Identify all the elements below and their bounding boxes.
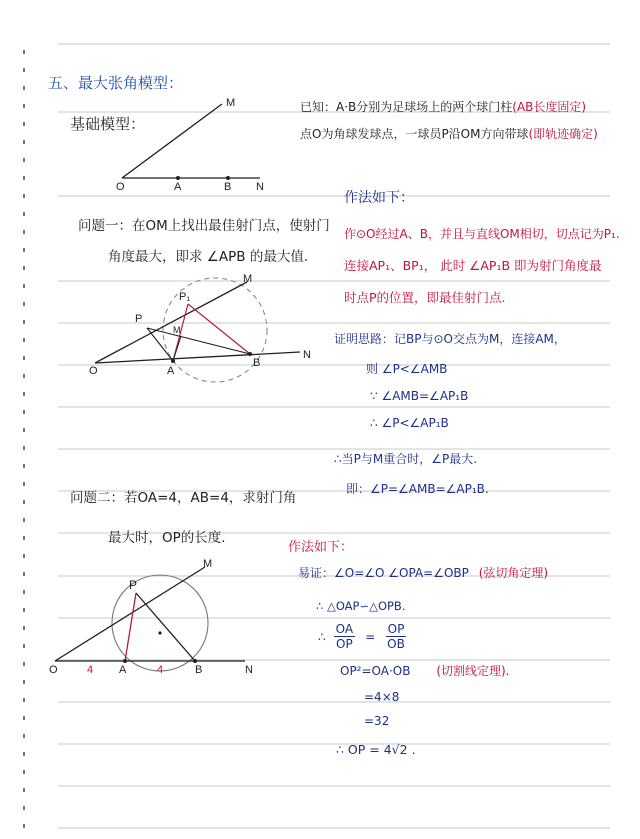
fraction-equals: = (365, 629, 376, 644)
q2-step-3 (318, 622, 407, 652)
q2-step-4 (340, 664, 510, 678)
label-M: M (203, 558, 213, 570)
base-model-label: 基础模型： (70, 115, 146, 133)
q2-step-5: =4×8 (364, 690, 400, 704)
fraction-op-ob-num: OP (387, 622, 405, 636)
fraction-oa-op-num: OA (335, 622, 354, 636)
label-N: N (303, 349, 311, 361)
q1-method-line-1: 作⊙O经过A、B，并且与直线OM相切，切点记为P₁. (344, 227, 620, 241)
point-A (176, 176, 180, 180)
q1-proof-line-5: ∴当P与M重合时，∠P最大. (334, 452, 478, 466)
label-A: A (119, 664, 127, 676)
q1-method-line-3: 时点P的位置，即最佳射门点. (344, 290, 506, 305)
q2-line-1: 问题二：若OA=4，AB=4，求射门角 (70, 490, 297, 506)
label-O: O (116, 181, 125, 193)
label-P: P (135, 313, 143, 325)
figure-question-2 (45, 555, 275, 680)
section-title: 五、最大张角模型： (48, 74, 184, 92)
point-A (171, 359, 175, 363)
figure-basic-model (100, 90, 290, 200)
q1-line-2: 角度最大，即求 ∠APB 的最大值. (108, 249, 309, 265)
label-B: B (253, 357, 261, 369)
q2-step-1 (298, 566, 548, 580)
q1-proof-line-1: 证明思路：记BP与⊙O交点为M，连接AM， (334, 332, 566, 346)
q1-proof-line-6: 即：∠P=∠AMB=∠AP₁B. (346, 482, 489, 496)
q1-proof-line-3: ∵ ∠AMB=∠AP₁B (370, 389, 469, 403)
point-B (226, 176, 230, 180)
label-B: B (224, 181, 232, 193)
label-A: A (174, 181, 182, 193)
q2-step-4-note: (切割线定理). (436, 664, 510, 678)
q2-step-7: ∴ OP = 4√2 . (336, 742, 416, 757)
fraction-op-ob-den: OB (387, 637, 405, 652)
given-line-2 (300, 127, 598, 141)
q2-step-2: ∴ △OAP∽△OPB. (316, 599, 406, 613)
q2-step-1-note: (弦切角定理) (478, 566, 549, 580)
q2-line-2: 最大时，OP的长度. (108, 530, 226, 546)
label-B: B (195, 664, 203, 676)
label-A: A (167, 365, 175, 377)
label-M: M (243, 273, 253, 285)
given-note-1: (AB长度固定) (512, 100, 587, 114)
segment-PA (125, 593, 136, 661)
circle-center (158, 631, 161, 634)
ray-OM (122, 104, 222, 178)
q2-step-4-text: OP²=OA·OB (340, 664, 411, 678)
segment-MA (173, 336, 181, 361)
tangent-circle (112, 575, 208, 671)
label-M-inner: M (173, 325, 181, 335)
given-line-1 (300, 100, 586, 114)
q1-proof-line-4: ∴ ∠P<∠AP₁B (370, 416, 449, 430)
ray-OM (95, 282, 247, 363)
q1-method-line-2: 连接AP₁、BP₁， 此时 ∠AP₁B 即为射门角度最 (344, 258, 602, 273)
q2-step-6: =32 (364, 714, 390, 728)
label-P: P (129, 578, 138, 592)
label-M: M (226, 97, 236, 109)
point-A (123, 659, 127, 663)
point-B (193, 659, 197, 663)
fraction-op-ob (385, 622, 407, 652)
segment-PA (147, 328, 173, 361)
q1-line-1: 问题一：在OM上找出最佳射门点，使射门 (78, 218, 330, 234)
length-OA: 4 (87, 664, 94, 676)
figure-question-1 (85, 270, 325, 390)
given-note-2: (即轨迹确定) (528, 127, 598, 141)
given-text-2: 点O为角球发球点，一球员P沿OM方向带球 (300, 127, 529, 141)
label-N: N (245, 664, 253, 676)
length-AB: 4 (157, 664, 164, 676)
q1-proof-line-2: 则 ∠P<∠AMB (366, 362, 448, 376)
fraction-oa-op (334, 622, 355, 652)
q1-method-title: 作法如下： (344, 190, 414, 206)
label-N: N (256, 181, 264, 193)
q2-step-1-text: 易证：∠O=∠O ∠OPA=∠OBP (298, 566, 469, 580)
segment-PB (136, 593, 195, 661)
given-text-1: 已知：A·B分别为足球场上的两个球门柱 (300, 100, 513, 114)
fraction-oa-op-den: OP (336, 637, 353, 652)
ray-ON (95, 352, 300, 363)
label-P1: P₁ (179, 291, 191, 303)
q2-method-title: 作法如下： (288, 540, 354, 555)
label-O: O (89, 365, 98, 377)
label-O: O (49, 664, 58, 676)
point-B (248, 352, 252, 356)
therefore-symbol: ∴ (318, 629, 326, 644)
